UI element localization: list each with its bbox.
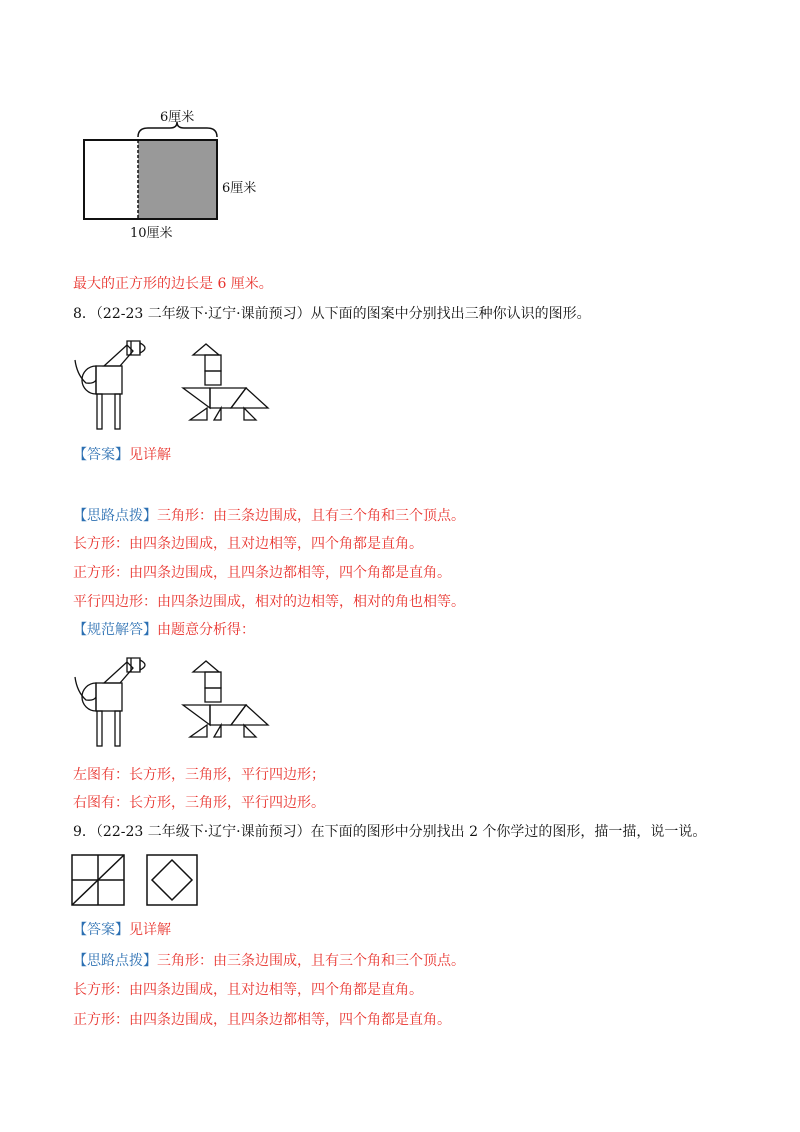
right-dimension-label: 6厘米 [222, 181, 257, 196]
bottom-dimension-label: 10厘米 [130, 226, 173, 241]
hint-tag: 【思路点拨】 [73, 508, 157, 524]
q8-solution [73, 621, 255, 639]
top-dimension-label: 6厘米 [160, 110, 195, 125]
answer-tag: 【答案】 [73, 447, 129, 463]
solution-tag: 【规范解答】 [73, 622, 157, 638]
q9-hint [73, 952, 465, 970]
q8-answer [73, 446, 171, 464]
q9-rectangle-def: 长方形：由四条边围成，且对边相等，四个角都是直角。 [73, 982, 423, 998]
q7-answer: 最大的正方形的边长是 6 厘米。 [73, 276, 273, 292]
hint-tag: 【思路点拨】 [73, 953, 157, 969]
q8-left-has: 左图有：长方形，三角形，平行四边形； [73, 767, 325, 783]
hint-triangle: 三角形：由三条边围成，且有三个角和三个顶点。 [157, 953, 465, 969]
q9-answer [73, 921, 171, 939]
q9-question: 9．（22-23 二年级下·辽宁·课前预习）在下面的图形中分别找出 2 个你学过的图形，描一描，说一说。 [73, 824, 707, 840]
answer-text: 见详解 [129, 922, 171, 938]
q8-parallelogram-def: 平行四边形：由四条边围成，相对的边相等，相对的角也相等。 [73, 594, 465, 610]
answer-text: 见详解 [129, 447, 171, 463]
q9-square-def: 正方形：由四条边围成，且四条边都相等，四个角都是直角。 [73, 1012, 451, 1028]
q8-hint [73, 507, 465, 525]
solution-text: 由题意分析得： [157, 622, 255, 638]
hint-triangle: 三角形：由三条边围成，且有三个角和三个顶点。 [157, 508, 465, 524]
q8-rectangle-def: 长方形：由四条边围成，且对边相等，四个角都是直角。 [73, 536, 423, 552]
q8-question: 8．（22-23 二年级下·辽宁·课前预习）从下面的图案中分别找出三种你认识的图形。 [73, 306, 591, 322]
q8-square-def: 正方形：由四条边围成，且四条边都相等，四个角都是直角。 [73, 565, 451, 581]
q8-right-has: 右图有：长方形，三角形，平行四边形。 [73, 795, 325, 811]
answer-tag: 【答案】 [73, 922, 129, 938]
